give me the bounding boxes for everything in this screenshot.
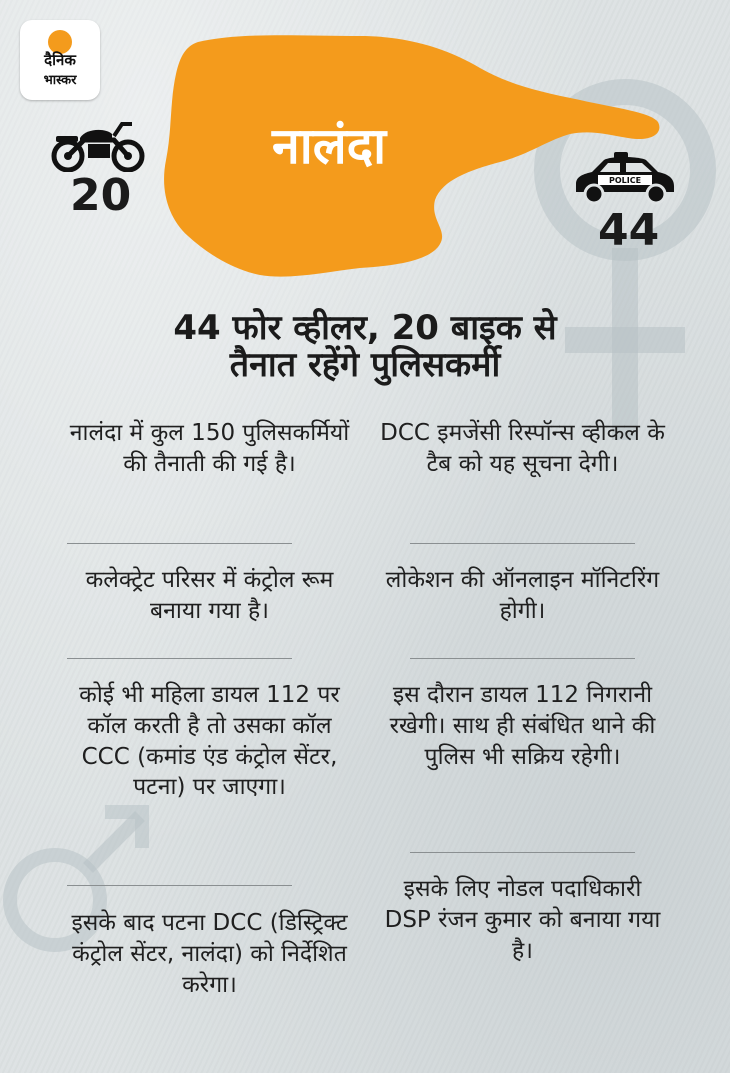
- right-point-1: DCC इमजेंसी रिस्पॉन्स व्हीकल के टैब को यह सूचना देगी।: [380, 420, 665, 477]
- right-point-2: लोकेशन की ऑनलाइन मॉनिटरिंग होगी।: [385, 567, 660, 624]
- divider: [410, 543, 635, 544]
- divider: [67, 543, 292, 544]
- police-label: POLICE: [608, 176, 642, 185]
- logo-text-line2: भास्कर: [43, 73, 77, 88]
- divider: [410, 658, 635, 659]
- headline-line1: 44 फोर व्हीलर, 20 बाइक से: [173, 308, 557, 348]
- bike-count: 20: [70, 170, 132, 221]
- police-car-icon: [570, 150, 678, 206]
- logo-text-line1: दैनिक: [44, 51, 76, 69]
- right-point-4: इसके लिए नोडल पदाधिकारी DSP रंजन कुमार को बनाया गया है।: [384, 876, 661, 964]
- motorcycle-icon: [50, 118, 146, 172]
- right-point-3: इस दौरान डायल 112 निगरानी रखेगी। साथ ही संबंधित थाने की पुलिस भी सक्रिय रहेगी।: [389, 682, 656, 770]
- left-point-1: नालंदा में कुल 150 पुलिसकर्मियों की तैनाती की गई है।: [69, 420, 350, 477]
- divider: [410, 852, 635, 853]
- left-point-4: इसके बाद पटना DCC (डिस्ट्रिक्ट कंट्रोल सेंटर, नालंदा) को निर्देशित करेगा।: [71, 910, 348, 998]
- district-name: नालंदा: [272, 117, 387, 175]
- left-point-2: कलेक्ट्रेट परिसर में कंट्रोल रूम बनाया गया है।: [85, 567, 334, 624]
- left-point-3: कोई भी महिला डायल 112 पर कॉल करती है तो उसका कॉल CCC (कमांड एंड कंट्रोल सेंटर, पटना) पर जाएगा।: [79, 682, 340, 801]
- brand-logo: [20, 20, 100, 100]
- divider: [67, 885, 292, 886]
- headline-line2: तैनात रहेंगे पुलिसकर्मी: [229, 345, 501, 385]
- car-count: 44: [598, 205, 660, 256]
- divider: [67, 658, 292, 659]
